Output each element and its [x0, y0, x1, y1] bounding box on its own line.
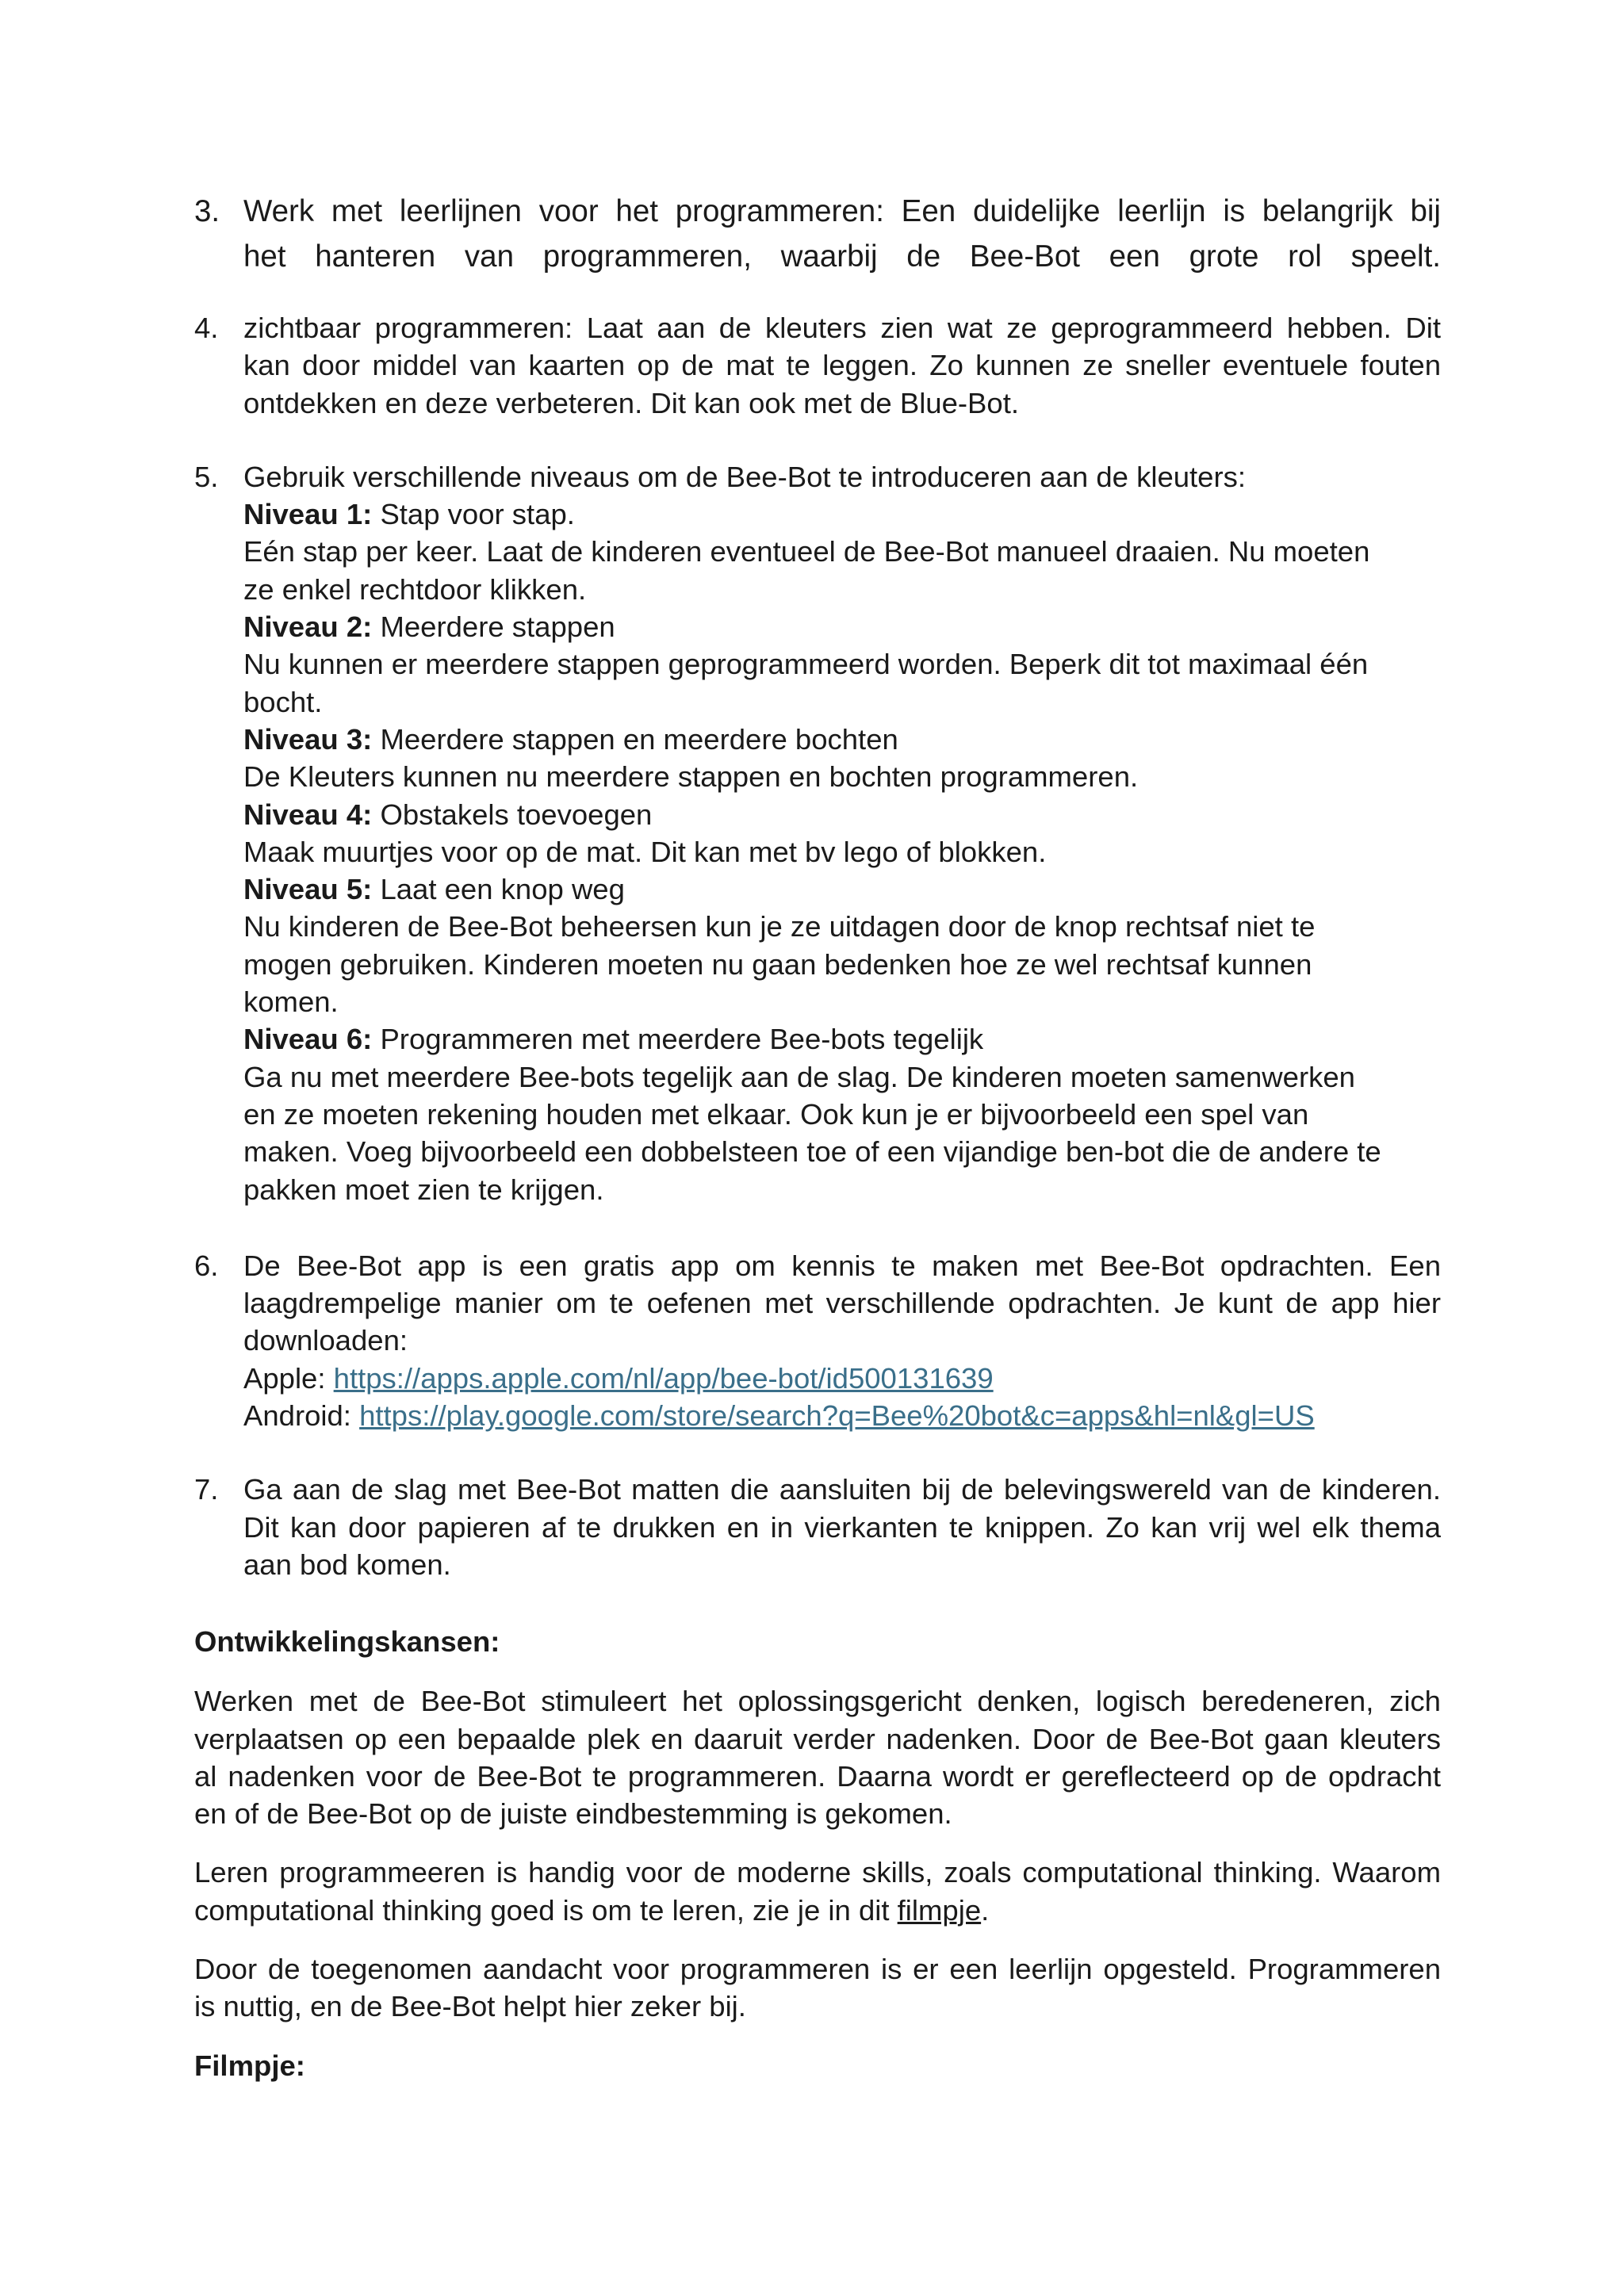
text-line: is nuttig, en de Bee-Bot helpt hier zeker bij. [194, 1990, 746, 2023]
text-line: De Bee-Bot app is een gratis app om kennis te maken met Bee-Bot opdrachten. Een [243, 1249, 1441, 1282]
text-line: Werk met leerlijnen voor het programmeren: Een duidelijke leerlijn is belangrijk bij [243, 194, 1441, 228]
level-heading-6 [243, 1020, 1441, 1058]
text-line: De Kleuters kunnen nu meerdere stappen en bochten programmeren. [243, 760, 1139, 794]
text-line: en of de Bee-Bot op de juiste eindbestemming is gekomen. [194, 1797, 952, 1831]
text-line: Gebruik verschillende niveaus om de Bee-Bot te introduceren aan de kleuters: [243, 460, 1247, 493]
text-line: Werken met de Bee-Bot stimuleert het oplossingsgericht denken, logisch beredeneren, zich [194, 1685, 1441, 1718]
list-number: 3. [194, 194, 220, 228]
android-label: Android: [243, 1399, 360, 1433]
level-label: Niveau 1: [243, 498, 373, 531]
filmpje-link[interactable]: filmpje [897, 1893, 982, 1927]
text-line: ontdekken en deze verbeteren. Dit kan ook met de Blue-Bot. [243, 386, 1019, 419]
list-number: 7. [194, 1473, 219, 1506]
text-line-with-link [194, 1892, 1441, 1929]
google-play-link[interactable]: https://play.google.com/store/search?q=Bee%20bot&c=apps&hl=nl&gl=US [359, 1399, 1315, 1433]
level-title: Stap voor stap. [372, 498, 575, 531]
level-heading-5 [243, 871, 1441, 908]
list-number: 5. [194, 460, 219, 493]
level-label: Niveau 4: [243, 798, 373, 831]
level-heading-3 [243, 721, 1441, 758]
apple-label: Apple: [243, 1361, 334, 1395]
text-line: zichtbaar programmeren: Laat aan de kleuters zien wat ze geprogrammeerd hebben. Dit [243, 312, 1441, 344]
level-title: Programmeren met meerdere Bee-bots tegelijk [372, 1023, 984, 1056]
text-line: bocht. [243, 685, 323, 718]
level-heading-2 [243, 608, 1441, 645]
text-line: en ze moeten rekening houden met elkaar. Ook kun je er bijvoorbeeld een spel van [243, 1097, 1309, 1131]
text-fragment: computational thinking goed is om te leren, zie je in dit [194, 1893, 898, 1927]
list-item-5 [194, 458, 1441, 1208]
document-page [194, 189, 1441, 2084]
level-label: Niveau 5: [243, 873, 373, 906]
level-title: Meerdere stappen en meerdere bochten [372, 722, 898, 756]
text-line: aan bod komen. [243, 1548, 451, 1581]
text-line: Ga aan de slag met Bee-Bot matten die aansluiten bij de belevingswereld van de kinderen. [243, 1473, 1441, 1506]
text-line: Nu kunnen er meerdere stappen geprogrammeerd worden. Beperk dit tot maximaal één [243, 648, 1369, 681]
text-line: het hanteren van programmeren, waarbij de Bee-Bot een grote rol speelt. [243, 239, 1441, 274]
ontwikkelingskansen-heading: Ontwikkelingskansen: [194, 1625, 500, 1659]
text-line: Nu kinderen de Bee-Bot beheersen kun je ze uitdagen door de knop rechtsaf niet te [243, 910, 1316, 943]
text-line: kan door middel van kaarten op de mat te leggen. Zo kunnen ze sneller eventuele fouten [243, 349, 1441, 382]
filmpje-heading: Filmpje: [194, 2049, 305, 2082]
text-line: Leren programmeeren is handig voor de moderne skills, zoals computational thinking. Waarom [194, 1856, 1441, 1889]
list-item-7 [194, 1471, 1441, 1583]
level-title: Laat een knop weg [372, 873, 625, 906]
paragraph-2 [194, 1854, 1441, 1929]
text-line: Maak muurtjes voor op de mat. Dit kan met bv lego of blokken. [243, 835, 1047, 868]
apple-link-line [243, 1360, 1441, 1397]
text-line: laagdrempelige manier om te oefenen met verschillende opdrachten. Je kunt de app hier [243, 1287, 1441, 1320]
list-item-4 [194, 309, 1441, 422]
text-line: Dit kan door papieren af te drukken en in vierkanten te knippen. Zo kan vrij wel elk thema [243, 1510, 1441, 1544]
text-line: komen. [243, 985, 339, 1019]
level-label: Niveau 6: [243, 1023, 373, 1056]
level-heading-1 [243, 496, 1441, 533]
android-link-line [243, 1397, 1441, 1434]
list-number: 6. [194, 1249, 219, 1282]
level-title: Obstakels toevoegen [372, 798, 653, 831]
text-line: downloaden: [243, 1324, 408, 1357]
text-line: Door de toegenomen aandacht voor programmeren is er een leerlijn opgesteld. Programmeren [194, 1952, 1441, 1985]
text-line: pakken moet zien te krijgen. [243, 1173, 604, 1206]
text-line: ze enkel rechtdoor klikken. [243, 572, 587, 606]
text-line: Eén stap per keer. Laat de kinderen eventueel de Bee-Bot manueel draaien. Nu moeten [243, 535, 1370, 568]
text-fragment: . [981, 1893, 990, 1927]
text-line: al nadenken voor de Bee-Bot te programmeren. Daarna wordt er gereflecteerd op de opdracht [194, 1759, 1441, 1793]
paragraph-1 [194, 1682, 1441, 1832]
level-label: Niveau 2: [243, 610, 373, 644]
list-item-3 [194, 189, 1441, 279]
level-title: Meerdere stappen [372, 610, 615, 644]
text-line: mogen gebruiken. Kinderen moeten nu gaan bedenken hoe ze wel rechtsaf kunnen [243, 947, 1312, 981]
paragraph-3 [194, 1950, 1441, 2026]
level-label: Niveau 3: [243, 722, 373, 756]
text-line: Ga nu met meerdere Bee-bots tegelijk aan de slag. De kinderen moeten samenwerken [243, 1060, 1355, 1093]
text-line: verplaatsen op een bepaalde plek en daaruit verder nadenken. Door de Bee-Bot gaan kleuters [194, 1722, 1441, 1755]
apple-store-link[interactable]: https://apps.apple.com/nl/app/bee-bot/id500131639 [333, 1361, 994, 1395]
list-item-6 [194, 1247, 1441, 1434]
level-heading-4 [243, 796, 1441, 833]
list-number: 4. [194, 312, 219, 344]
text-line: maken. Voeg bijvoorbeeld een dobbelsteen toe of een vijandige ben-bot die de andere te [243, 1135, 1381, 1169]
